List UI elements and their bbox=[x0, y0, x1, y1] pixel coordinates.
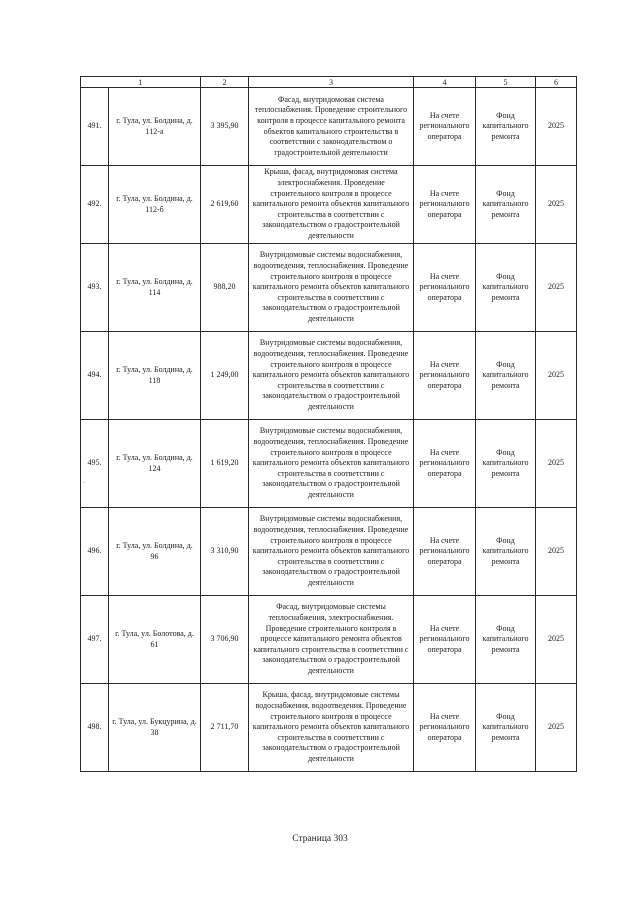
row-works: Внутридомовые системы водоснабжения, водоотведения, теплоснабжения. Проведение строительного контроля в процессе капитального ремонта объектов капитального строительства в соответствии с законодательством о градостроительной деятельности bbox=[249, 420, 414, 508]
row-address: г. Тула, ул. Болдина, д. 118 bbox=[109, 332, 201, 420]
row-address: г. Тула, ул. Болдина, д. 112-б bbox=[109, 166, 201, 244]
row-source: Фонд капитального ремонта bbox=[476, 684, 536, 772]
row-account: На счете регионального оператора bbox=[414, 508, 476, 596]
row-year: 2025 bbox=[536, 420, 577, 508]
row-source: Фонд капитального ремонта bbox=[476, 244, 536, 332]
table-row bbox=[81, 420, 577, 508]
row-address: г. Тула, ул. Болдина, д. 114 bbox=[109, 244, 201, 332]
row-cost: 988,20 bbox=[201, 244, 249, 332]
row-source: Фонд капитального ремонта bbox=[476, 596, 536, 684]
row-account: На счете регионального оператора bbox=[414, 166, 476, 244]
table-row bbox=[81, 684, 577, 772]
column-number-4: 4 bbox=[414, 77, 476, 88]
row-number: 492. bbox=[81, 166, 109, 244]
row-cost: 3 395,90 bbox=[201, 88, 249, 166]
table-row bbox=[81, 88, 577, 166]
row-cost: 3 706,90 bbox=[201, 596, 249, 684]
row-works: Крыша, фасад, внутридомовая система электроснабжения. Проведение строительного контроля в процессе капитального ремонта объектов капитального строительства в соответствии с законодательством о градостроительной деятельности bbox=[249, 166, 414, 244]
row-number: 494. bbox=[81, 332, 109, 420]
column-number-5: 5 bbox=[476, 77, 536, 88]
row-address: г. Тула, ул. Болдина, д. 124 bbox=[109, 420, 201, 508]
document-table-wrapper bbox=[80, 76, 577, 772]
row-source: Фонд капитального ремонта bbox=[476, 332, 536, 420]
table-row bbox=[81, 166, 577, 244]
capital-repair-table bbox=[80, 76, 577, 772]
row-cost: 1 249,00 bbox=[201, 332, 249, 420]
row-cost: 2 711,70 bbox=[201, 684, 249, 772]
column-number-2: 2 bbox=[201, 77, 249, 88]
column-number-3: 3 bbox=[249, 77, 414, 88]
page-number: Страница 303 bbox=[292, 834, 348, 844]
row-cost: 2 619,60 bbox=[201, 166, 249, 244]
column-number-row bbox=[81, 77, 577, 88]
row-cost: 1 619,20 bbox=[201, 420, 249, 508]
column-number-6: 6 bbox=[536, 77, 577, 88]
row-number: 498. bbox=[81, 684, 109, 772]
row-works: Фасад, внутридомовая система теплоснабжения. Проведение строительного контроля в процессе капитального ремонта объектов капитального строительства в соответствии с законодательством о градостроительной деятельности bbox=[249, 88, 414, 166]
row-year: 2025 bbox=[536, 596, 577, 684]
row-address: г. Тула, ул. Букцурина, д. 38 bbox=[109, 684, 201, 772]
table-row bbox=[81, 244, 577, 332]
row-address: г. Тула, ул. Болдина, д. 112-а bbox=[109, 88, 201, 166]
row-year: 2025 bbox=[536, 244, 577, 332]
row-source: Фонд капитального ремонта bbox=[476, 508, 536, 596]
row-year: 2025 bbox=[536, 332, 577, 420]
row-address: г. Тула, ул. Болдина, д. 96 bbox=[109, 508, 201, 596]
row-number: 496. bbox=[81, 508, 109, 596]
margin-mark: · bbox=[83, 479, 86, 487]
column-number-1: 1 bbox=[81, 77, 201, 88]
row-account: На счете регионального оператора bbox=[414, 88, 476, 166]
row-works: Внутридомовые системы водоснабжения, водоотведения, теплоснабжения. Проведение строительного контроля в процессе капитального ремонта объектов капитального строительства в соответствии с законодательством о градостроительной деятельности bbox=[249, 508, 414, 596]
row-number: 493. bbox=[81, 244, 109, 332]
row-source: Фонд капитального ремонта bbox=[476, 88, 536, 166]
row-account: На счете регионального оператора bbox=[414, 332, 476, 420]
row-account: На счете регионального оператора bbox=[414, 244, 476, 332]
row-cost: 3 310,90 bbox=[201, 508, 249, 596]
row-address: г. Тула, ул. Болотова, д. 61 bbox=[109, 596, 201, 684]
row-account: На счете регионального оператора bbox=[414, 420, 476, 508]
table-body bbox=[81, 77, 577, 772]
row-works: Фасад, внутридомовые системы теплоснабжения, электроснабжения. Проведение строительного контроля в процессе капитального ремонта объектов капитального строительства в соответствии с законодательством о градостроительной деятельности bbox=[249, 596, 414, 684]
row-works: Внутридомовые системы водоснабжения, водоотведения, теплоснабжения. Проведение строительного контроля в процессе капитального ремонта объектов капитального строительства в соответствии с законодательством о градостроительной деятельности bbox=[249, 244, 414, 332]
row-year: 2025 bbox=[536, 88, 577, 166]
row-year: 2025 bbox=[536, 684, 577, 772]
row-year: 2025 bbox=[536, 508, 577, 596]
row-account: На счете регионального оператора bbox=[414, 684, 476, 772]
row-year: 2025 bbox=[536, 166, 577, 244]
table-row bbox=[81, 596, 577, 684]
row-account: На счете регионального оператора bbox=[414, 596, 476, 684]
row-source: Фонд капитального ремонта bbox=[476, 420, 536, 508]
table-row bbox=[81, 508, 577, 596]
row-number: 491. bbox=[81, 88, 109, 166]
row-number: 497. bbox=[81, 596, 109, 684]
row-works: Внутридомовые системы водоснабжения, водоотведения, теплоснабжения. Проведение строительного контроля в процессе капитального ремонта объектов капитального строительства в соответствии с законодательством о градостроительной деятельности bbox=[249, 332, 414, 420]
row-works: Крыша, фасад, внутридомовые системы водоснабжения, водоотведения. Проведение строительного контроля в процессе капитального ремонта объектов капитального строительства в соответствии с законодательством о градостроительной деятельности bbox=[249, 684, 414, 772]
table-row bbox=[81, 332, 577, 420]
row-number: 495. bbox=[81, 420, 109, 508]
row-source: Фонд капитального ремонта bbox=[476, 166, 536, 244]
